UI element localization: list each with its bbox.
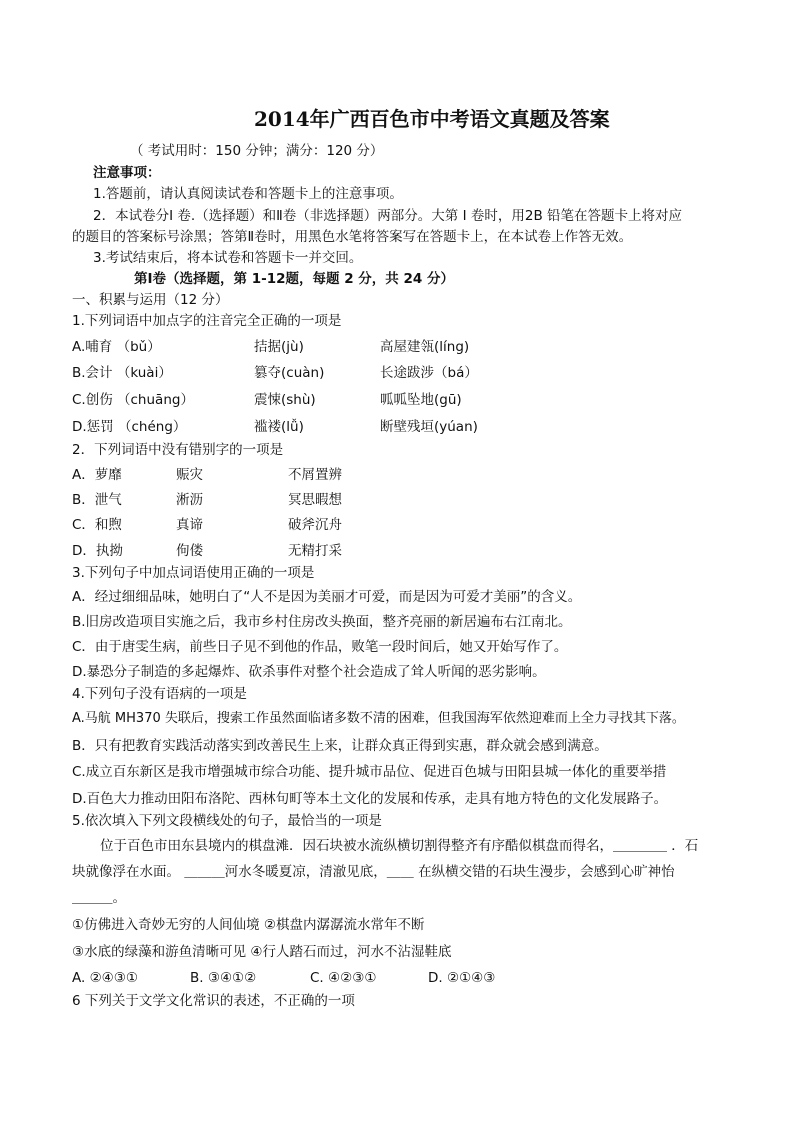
option-cell: B.会计 （kuài） <box>72 365 172 381</box>
answer-option: B. ③④①② <box>190 970 257 986</box>
option-line: B．只有把教育实践活动落实到改善民生上来，让群众真正得到实惠，群众就会感到满意。 <box>72 738 608 754</box>
option-cell: 篡夺(cuàn) <box>254 365 325 381</box>
option-cell: 无精打采 <box>288 543 342 559</box>
answer-option: D. ②①④③ <box>428 970 496 986</box>
option-line: D.暴恐分子制造的多起爆炸、砍杀事件对整个社会造成了耸人听闻的恶劣影响。 <box>72 664 546 680</box>
option-cell: D．执拗 <box>72 543 123 559</box>
notice-heading: 注意事项： <box>93 165 161 181</box>
option-cell: 冥思暇想 <box>288 492 342 508</box>
option-cell: 佝偻 <box>176 543 203 559</box>
option-line: A.马航 MH370 失联后，搜索工作虽然面临诸多数不清的困难，但我国海军依然迎难而上全力寻找其下落。 <box>72 711 685 726</box>
option-cell: 不屑置辨 <box>288 467 342 483</box>
option-cell: C.创伤 （chuāng） <box>72 392 194 408</box>
option-cell: 震悚(shù) <box>254 392 316 408</box>
passage-line: ＿＿＿。 <box>72 890 126 906</box>
option-cell: 呱呱坠地(gū) <box>380 392 462 408</box>
section-heading: 第Ⅰ卷（选择题，第 1-12题，每题 2 分，共 24 分） <box>134 271 454 287</box>
option-cell: A.哺育 （bǔ） <box>72 339 161 355</box>
page-title: 2014年广西百色市中考语文真题及答案 <box>254 107 610 131</box>
option-cell: 破斧沉舟 <box>288 517 342 533</box>
question-stem: 6 下列关于文学文化常识的表述，不正确的一项 <box>72 993 355 1009</box>
answer-option: A. ②④③① <box>72 970 138 986</box>
passage-line: 位于百色市田东县境内的棋盘滩．因石块被水流纵横切割得整齐有序酷似棋盘而得名，＿＿＿＿ ．石 <box>100 838 699 854</box>
option-cell: C．和煦 <box>72 517 122 533</box>
option-line: C．由于唐雯生病，前些日子见不到他的作品，败笔一段时间后，她又开始写作了。 <box>72 639 568 655</box>
question-stem: 4.下列句子没有语病的一项是 <box>72 686 247 702</box>
choice-line: ③水底的绿藻和游鱼清晰可见 ④行人踏石而过，河水不沾湿鞋底 <box>72 944 452 960</box>
answer-option: C. ④②③① <box>310 970 377 986</box>
option-cell: 长途跋涉（bá） <box>380 365 478 381</box>
option-line: C.成立百东新区是我市增强城市综合功能、提升城市品位、促进百色城与田阳县城一体化的重要举措 <box>72 764 667 780</box>
option-cell: B．泄气 <box>72 492 122 508</box>
notice-item: 2．本试卷分Ⅰ 卷.（选择题）和Ⅱ卷（非选择题）两部分。大第 Ⅰ 卷时，用2B 铅笔在答题卡上将对应 <box>93 208 683 224</box>
notice-item: 1.答题前，请认真阅读试卷和答题卡上的注意事项。 <box>93 186 403 202</box>
option-cell: 淅沥 <box>176 492 203 508</box>
notice-item: 的题目的答案标号涂黑；答第Ⅱ卷时，用黑色水笔将答案写在答题卡上，在本试卷上作答无效。 <box>72 229 633 245</box>
option-cell: 真谛 <box>176 517 203 533</box>
option-cell: A．萝靡 <box>72 467 122 483</box>
option-cell: 断壁残垣(yúan) <box>380 419 478 435</box>
question-stem: 5.依次填入下列文段横线处的句子，最恰当的一项是 <box>72 813 382 829</box>
option-cell: D.惩罚 （chéng） <box>72 419 187 435</box>
option-cell: 赈灾 <box>176 467 203 483</box>
question-stem: 2．下列词语中没有错别字的一项是 <box>72 442 284 458</box>
question-stem: 1.下列词语中加点字的注音完全正确的一项是 <box>72 313 342 329</box>
part-heading: 一、积累与运用（12 分） <box>72 292 229 308</box>
option-cell: 高屋建瓴(líng) <box>380 339 470 355</box>
question-stem: 3.下列句子中加点词语使用正确的一项是 <box>72 565 315 581</box>
passage-line: 块就像浮在水面。 ＿＿＿河水冬暖夏凉，清澈见底，＿＿ 在纵横交错的石块生漫步，会感到心旷神怡 <box>72 864 675 880</box>
exam-info: （ 考试用时：150 分钟；满分：120 分） <box>130 143 384 159</box>
choice-line: ①仿佛进入奇妙无穷的人间仙境 ②棋盘内潺潺流水常年不断 <box>72 917 425 933</box>
option-line: B.旧房改造项目实施之后，我市乡村住房改头换面，整齐亮丽的新居遍布右江南北。 <box>72 614 572 630</box>
option-cell: 拮据(jù) <box>254 339 304 355</box>
option-cell: 褴褛(lǚ) <box>254 419 304 435</box>
option-line: D.百色大力推动田阳布洛陀、西林句町等本土文化的发展和传承，走具有地方特色的文化发展路子。 <box>72 791 668 807</box>
option-line: A．经过细细品味，她明白了“人不是因为美丽才可爱，而是因为可爱才美丽”的含义。 <box>72 589 582 605</box>
notice-item: 3.考试结束后，将本试卷和答题卡一并交回。 <box>93 250 363 266</box>
